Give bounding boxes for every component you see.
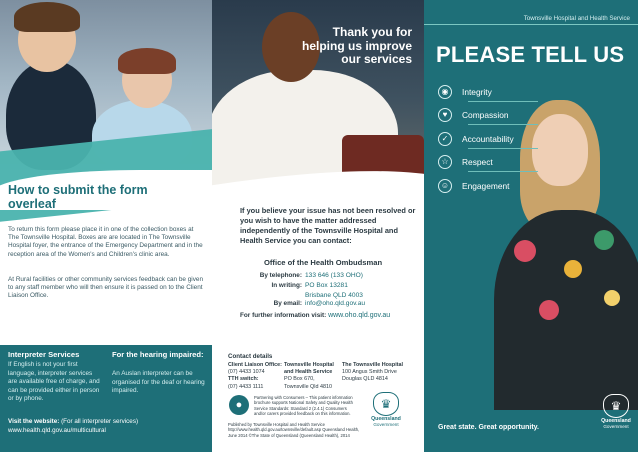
value-integrity	[438, 80, 558, 104]
partnering-consumers-icon: ●	[229, 395, 249, 415]
multicultural-link[interactable]: www.health.qld.gov.au/multicultural	[8, 426, 106, 434]
value-label: Compassion	[462, 110, 509, 121]
value-underline	[468, 124, 538, 125]
partnering-text: Partnering with Consumers – This patient information brochure supports National Safety and Quality Health Service Standards: Standard 2 (2.4.1) Consumers and/or carers provided feedback on this information.	[254, 395, 353, 416]
value-label: Integrity	[462, 86, 492, 97]
value-label: Engagement	[462, 180, 510, 191]
compassion-icon: ♥	[438, 108, 452, 122]
ombudsman-email-link[interactable]: info@oho.qld.gov.au	[305, 300, 366, 307]
contact-line: The Townsville Hospital	[342, 362, 404, 368]
how-to-submit-title: How to submit the form overleaf	[8, 183, 148, 211]
contact-line: Townsville Hospital	[284, 362, 334, 368]
crest-icon: ♛	[373, 392, 399, 416]
great-state-tagline: Great state. Great opportunity.	[438, 424, 539, 431]
hhs-name: Townsville Hospital and Health Service	[523, 15, 630, 22]
flower	[514, 240, 536, 262]
floral-top	[494, 210, 638, 410]
left-panel	[0, 0, 212, 452]
ombudsman-phone-row	[240, 272, 420, 279]
value-respect	[438, 151, 558, 175]
ombudsman-title: Office of the Health Ombudsman	[264, 258, 383, 267]
value-label: Accountability	[462, 133, 514, 144]
interpreter-title: Interpreter Services	[8, 350, 80, 359]
engagement-icon: ☺	[438, 179, 452, 193]
contact-line: TTH switch:	[228, 376, 259, 383]
further-info	[240, 312, 420, 319]
visit-website	[8, 418, 208, 435]
person-left-hair	[14, 2, 80, 32]
visit-label: Visit the website:	[8, 418, 60, 425]
contact-line: (07) 4433 1111	[228, 383, 264, 390]
accountability-icon: ✓	[438, 132, 452, 146]
contact-col-2	[284, 362, 342, 391]
value-underline	[468, 148, 538, 149]
ombudsman-email-row	[240, 300, 420, 307]
further-label: For further information visit:	[240, 312, 327, 319]
row-value: PO Box 13281	[305, 282, 348, 289]
value-underline	[468, 171, 538, 172]
value-label: Respect	[462, 157, 493, 168]
row-label: By telephone:	[259, 272, 302, 279]
contact-col-3	[342, 362, 422, 384]
middle-panel	[212, 0, 424, 452]
contact-line: and Health Service	[284, 369, 333, 376]
contact-line: (07) 4433 1074	[228, 369, 265, 376]
value-engagement	[438, 174, 558, 198]
issue-text: If you believe your issue has not been resolved or you wish to have the matter addressed independently of the Townsville Hospital and Health Service you can contact:	[240, 206, 416, 245]
row-label: By email:	[273, 300, 302, 307]
qld-word: Queensland	[371, 416, 401, 422]
flower	[564, 260, 582, 278]
contact-line: Client Liaison Office:	[228, 362, 282, 368]
flower	[539, 300, 559, 320]
qld-gov: Government	[373, 422, 399, 427]
how-to-submit-paragraph-2: At Rural facilities or other community services feedback can be given to any staff member who will then ensure it is passed on to the Client Liaison Office.	[8, 276, 204, 300]
visit-suffix: (For all interpreter services)	[61, 418, 139, 425]
ombudsman-writing-row-2	[240, 292, 420, 299]
contact-line: PO Box 670,	[284, 376, 315, 383]
row-value: Brisbane QLD 4003	[305, 292, 363, 299]
hearing-title: For the hearing impaired:	[112, 350, 204, 359]
please-tell-us-heading: PLEASE TELL US	[436, 42, 625, 67]
oho-website-link[interactable]: www.oho.qld.gov.au	[328, 312, 391, 319]
queensland-government-logo	[362, 392, 410, 427]
contact-title: Contact details	[228, 353, 273, 360]
queensland-government-logo-right	[596, 394, 636, 429]
qld-word: Queensland	[601, 418, 631, 424]
values-list	[438, 80, 558, 198]
flower	[604, 290, 620, 306]
contact-col-1	[228, 362, 290, 391]
integrity-icon: ◉	[438, 85, 452, 99]
contact-line: 100 Angus Smith Drive	[342, 369, 397, 376]
interpreter-body: If English is not your first language, interpreter services are available free of charge, and can be provided either in person or by phone.	[8, 361, 100, 403]
contact-line: Townsville Qld 4810	[284, 383, 332, 390]
divider	[424, 24, 638, 25]
respect-icon: ☆	[438, 155, 452, 169]
crest-icon: ♛	[603, 394, 629, 418]
how-to-submit-paragraph-1: To return this form please place it in one of the collection boxes at The Townsville Hospital. Boxes are are located in The Townsville Hospital foyer, the entrance of the Emergency Department and in the reception area of the Women's and Children's clinic area.	[8, 226, 203, 258]
value-accountability	[438, 127, 558, 151]
right-panel	[424, 0, 638, 452]
person-mid-hair	[118, 48, 176, 74]
flower	[594, 230, 614, 250]
qld-gov: Government	[603, 424, 629, 429]
contact-line: Douglas QLD 4814	[342, 376, 388, 383]
published-by-text: Published by Townsville Hospital and Health Service http://www.health.qld.gov.au/townsville/default.asp Queensland Health, June 2014 ©The State of Queensland (Queensland Health), 2014	[228, 422, 360, 438]
value-underline	[468, 101, 538, 102]
row-value: 133 646 (133 OHO)	[305, 272, 363, 279]
row-label: In writing:	[271, 282, 302, 289]
value-compassion	[438, 104, 558, 128]
thank-you-heading: Thank you for helping us improve our services	[302, 25, 413, 66]
ombudsman-writing-row	[240, 282, 420, 289]
hearing-body: An Auslan interpreter can be organised for the deaf or hearing impaired.	[112, 370, 205, 395]
